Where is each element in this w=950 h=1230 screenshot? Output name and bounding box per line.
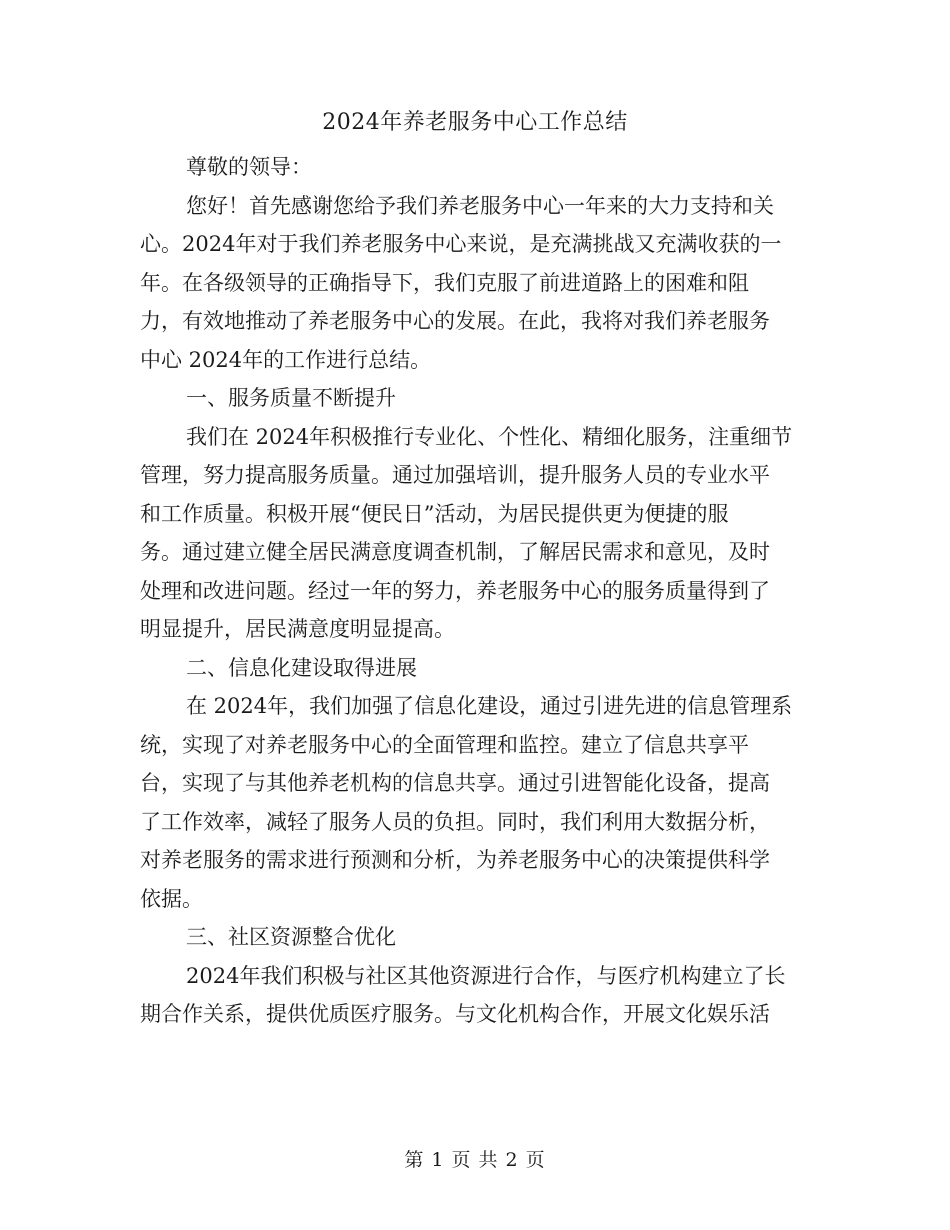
document-title: 2024年养老服务中心工作总结 xyxy=(322,110,628,135)
paragraph-line: 中心 2024年的工作进行总结。 xyxy=(140,347,432,372)
paragraph-line: 务。通过建立健全居民满意度调查机制，了解居民需求和意见，及时 xyxy=(140,540,770,564)
paragraph-line: 管理，努力提高服务质量。通过加强培训，提升服务人员的专业水平 xyxy=(140,463,770,487)
section-heading: 三、社区资源整合优化 xyxy=(186,925,396,949)
section-heading: 一、服务质量不断提升 xyxy=(186,386,396,410)
paragraph-line: 期合作关系，提供优质医疗服务。与文化机构合作，开展文化娱乐活 xyxy=(140,1002,770,1026)
paragraph-line: 台，实现了与其他养老机构的信息共享。通过引进智能化设备，提高 xyxy=(140,771,770,795)
paragraph-line: 您好！首先感谢您给予我们养老服务中心一年来的大力支持和关 xyxy=(186,193,774,218)
section-heading: 二、信息化建设取得进展 xyxy=(186,655,417,680)
paragraph-line: 年。在各级领导的正确指导下，我们克服了前进道路上的困难和阻 xyxy=(140,270,749,295)
paragraph-line: 2024年我们积极与社区其他资源进行合作，与医疗机构建立了长 xyxy=(186,963,786,988)
page-number-footer: 第 1 页 共 2 页 xyxy=(404,1149,546,1171)
paragraph-line: 力，有效地推动了养老服务中心的发展。在此，我将对我们养老服务 xyxy=(140,309,770,333)
paragraph-line: 心。2024年对于我们养老服务中心来说，是充满挑战又充满收获的一 xyxy=(140,232,782,256)
paragraph-line: 了工作效率，减轻了服务人员的负担。同时，我们利用大数据分析， xyxy=(140,809,770,834)
paragraph-line: 我们在 2024年积极推行专业化、个性化、精细化服务，注重细节 xyxy=(186,424,793,449)
paragraph-line: 依据。 xyxy=(140,886,203,911)
paragraph-line: 处理和改进问题。经过一年的努力，养老服务中心的服务质量得到了 xyxy=(140,578,770,603)
salutation-line: 尊敬的领导： xyxy=(186,155,312,179)
document-body xyxy=(140,152,808,1038)
paragraph-line: 明显提升，居民满意度明显提高。 xyxy=(140,617,455,641)
paragraph-line: 和工作质量。积极开展“便民日”活动，为居民提供更为便捷的服 xyxy=(140,501,729,526)
paragraph-line: 对养老服务的需求进行预测和分析，为养老服务中心的决策提供科学 xyxy=(140,848,770,872)
paragraph-line: 统，实现了对养老服务中心的全面管理和监控。建立了信息共享平 xyxy=(140,732,749,757)
paragraph-line: 在 2024年，我们加强了信息化建设，通过引进先进的信息管理系 xyxy=(186,694,793,718)
